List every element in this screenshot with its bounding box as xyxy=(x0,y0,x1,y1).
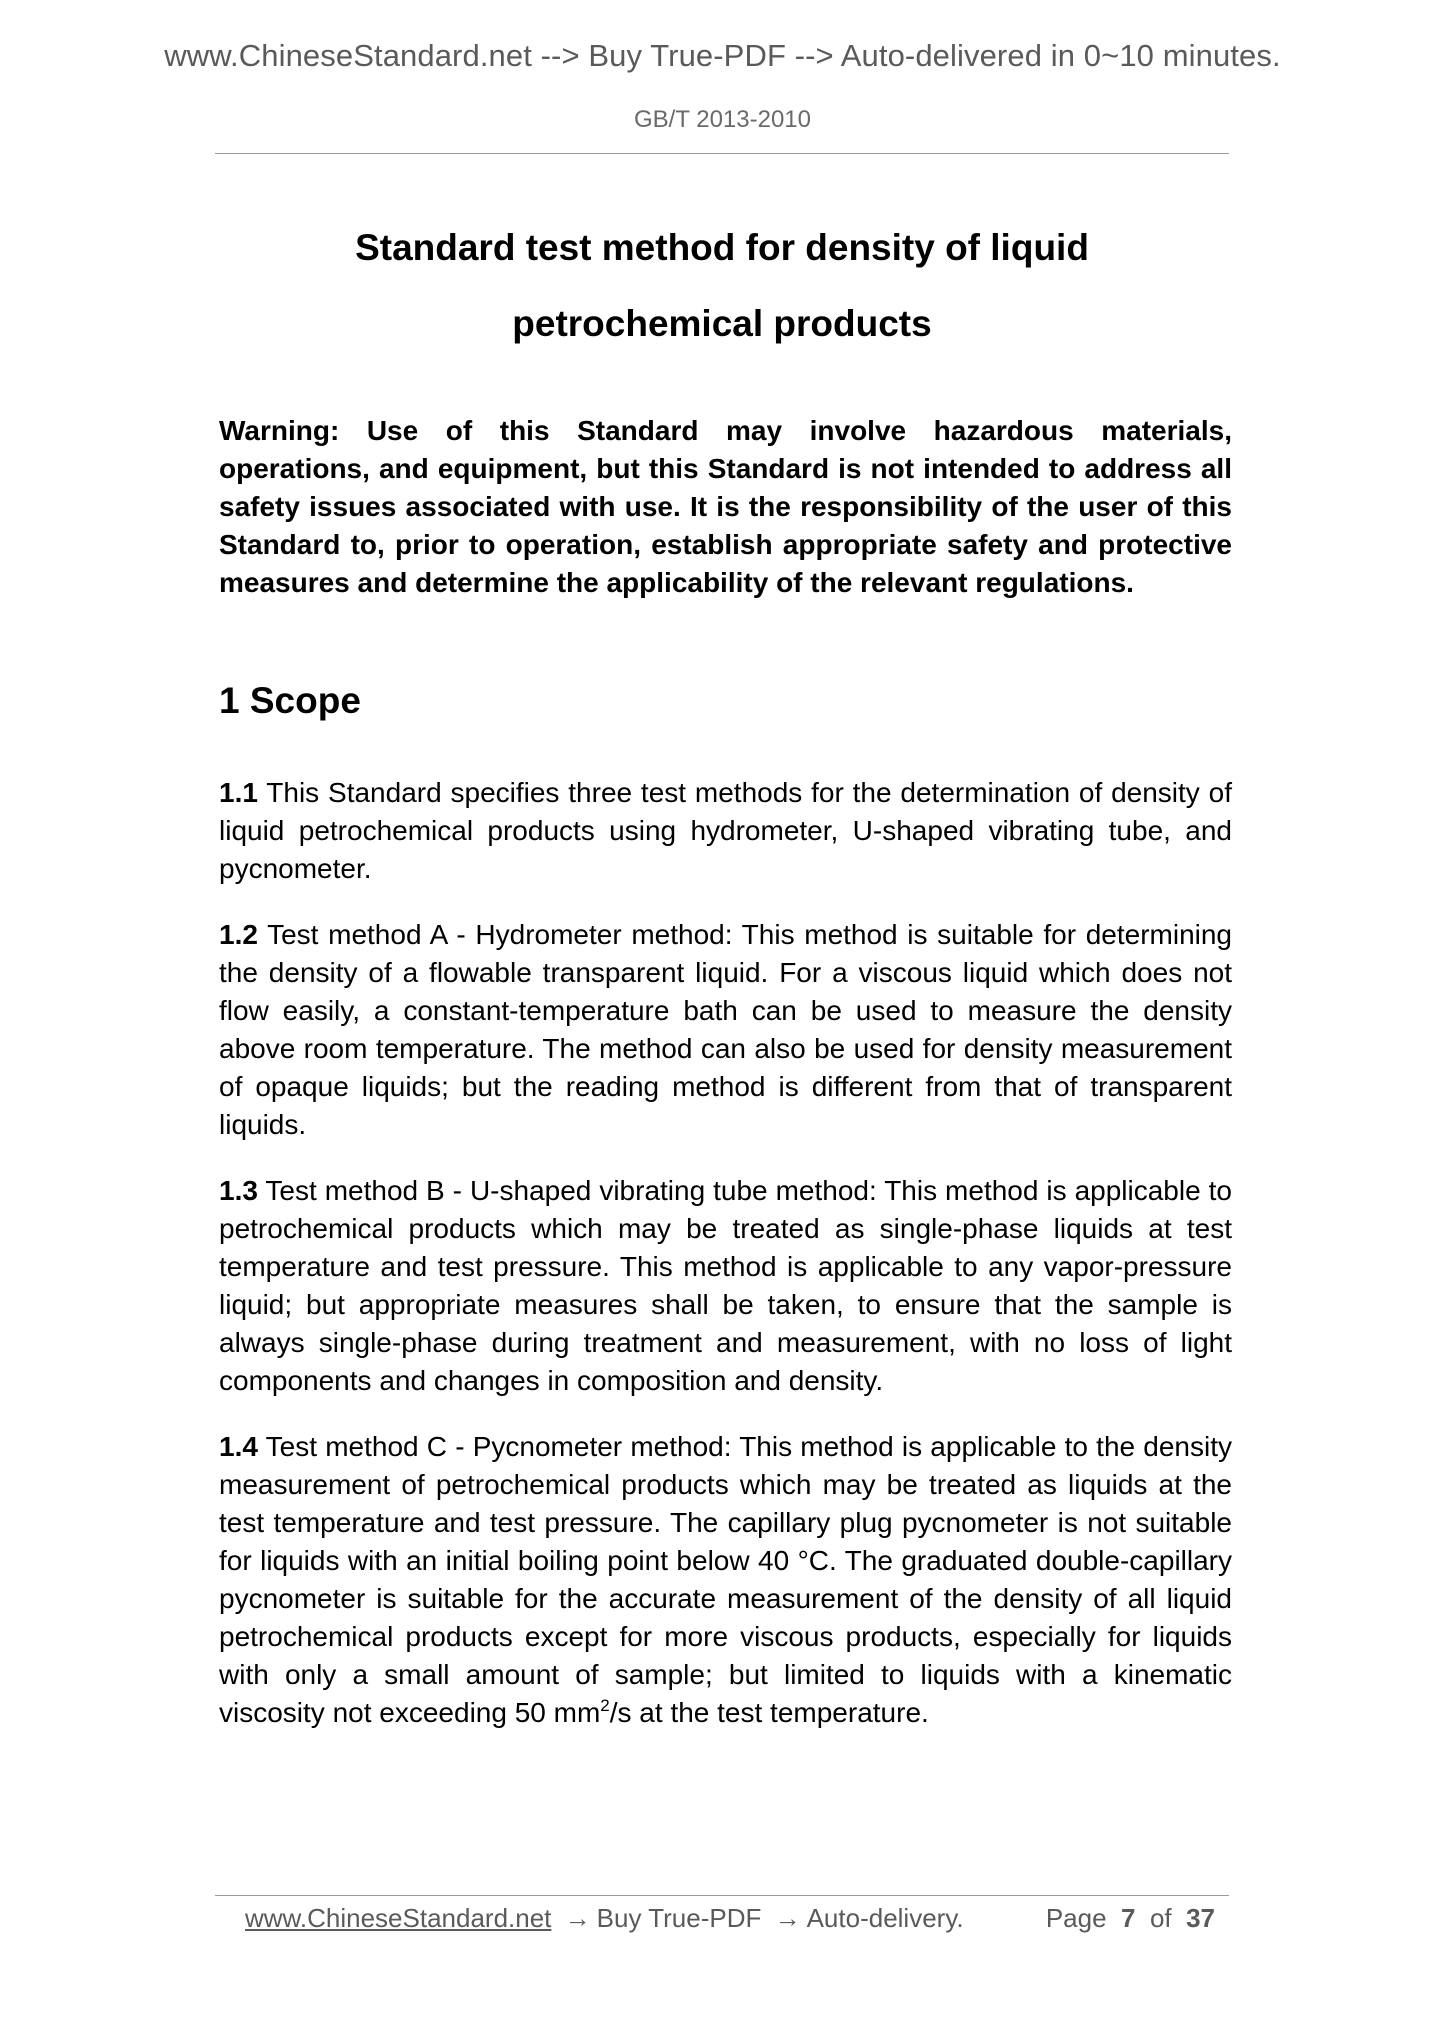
document-title xyxy=(215,210,1229,362)
clause-1-2 xyxy=(219,916,1232,1144)
section-heading-scope: 1 Scope xyxy=(219,680,361,721)
clause-number: 1.4 xyxy=(219,1431,258,1462)
current-page: 7 xyxy=(1121,1903,1136,1933)
page-word: Page xyxy=(1045,1903,1107,1933)
clause-text-tail: /s at the test temperature. xyxy=(609,1697,929,1728)
superscript-exponent: 2 xyxy=(600,1696,610,1715)
clause-number: 1.2 xyxy=(219,919,258,950)
clause-1-1 xyxy=(219,774,1232,888)
footer-divider xyxy=(215,1895,1229,1896)
page-of: of xyxy=(1149,1903,1172,1933)
clause-1-3 xyxy=(219,1172,1232,1400)
document-code: GB/T 2013-2010 xyxy=(633,106,811,133)
top-banner: www.ChineseStandard.net --> Buy True-PDF --> Auto-delivered in 0~10 minutes. xyxy=(164,38,1281,73)
page-number xyxy=(1046,1898,1215,1938)
clause-1-4 xyxy=(219,1428,1232,1732)
total-pages: 37 xyxy=(1186,1903,1215,1933)
right-arrow-icon: → xyxy=(774,1903,801,1933)
clause-number: 1.3 xyxy=(219,1175,258,1206)
footer-buy-text: Buy True-PDF xyxy=(596,1903,762,1933)
footer-promo xyxy=(245,1898,964,1938)
footer-delivery-text: Auto-delivery. xyxy=(806,1903,964,1933)
clause-text: Test method C - Pycnometer method: This method is applicable to the density measurement of petrochemical products which may be treated as liquids at the test temperature and test pressure. The capillary plug pycnometer is not suitable for liquids with an initial boiling point below 40 °C. The graduated double-capillary pycnometer is suitable for the accurate measurement of the density of all liquid petrochemical products except for more viscous products, especially for liquids with only a small amount of sample; but limited to liquids with a kinematic viscosity not exceeding 50 mm xyxy=(219,1431,1232,1728)
page-footer xyxy=(245,1898,1215,1938)
scope-clauses xyxy=(219,774,1232,1760)
footer-website-link[interactable]: www.ChineseStandard.net xyxy=(245,1903,552,1933)
title-line-2: petrochemical products xyxy=(512,303,932,344)
clause-text: Test method A - Hydrometer method: This method is suitable for determining the density of a flowable transparent liquid. For a viscous liquid which does not flow easily, a constant-temperature bath can be used to measure the density above room temperature. The method can also be used for density measurement of opaque liquids; but the reading method is different from that of transparent liquids. xyxy=(219,919,1233,1140)
right-arrow-icon: → xyxy=(564,1903,591,1933)
clause-number: 1.1 xyxy=(219,777,258,808)
clause-text: This Standard specifies three test methods for the determination of density of liquid petrochemical products using hydrometer, U-shaped vibrating tube, and pycnometer. xyxy=(219,777,1232,884)
warning-paragraph: Warning: Use of this Standard may involve hazardous materials, operations, and equipment, but this Standard is not intended to address all safety issues associated with use. It is the responsibility of the user of this Standard to, prior to operation, establish appropriate safety and protective measures and determine the applicability of the relevant regulations. xyxy=(219,415,1232,598)
title-line-1: Standard test method for density of liquid xyxy=(355,227,1089,268)
header-divider xyxy=(215,153,1229,154)
clause-text: Test method B - U-shaped vibrating tube method: This method is applicable to petrochemical products which may be treated as single-phase liquids at test temperature and test pressure. This method is applicable to any vapor-pressure liquid; but appropriate measures shall be taken, to ensure that the sample is always single-phase during treatment and measurement, with no loss of light components and changes in composition and density. xyxy=(219,1175,1232,1396)
